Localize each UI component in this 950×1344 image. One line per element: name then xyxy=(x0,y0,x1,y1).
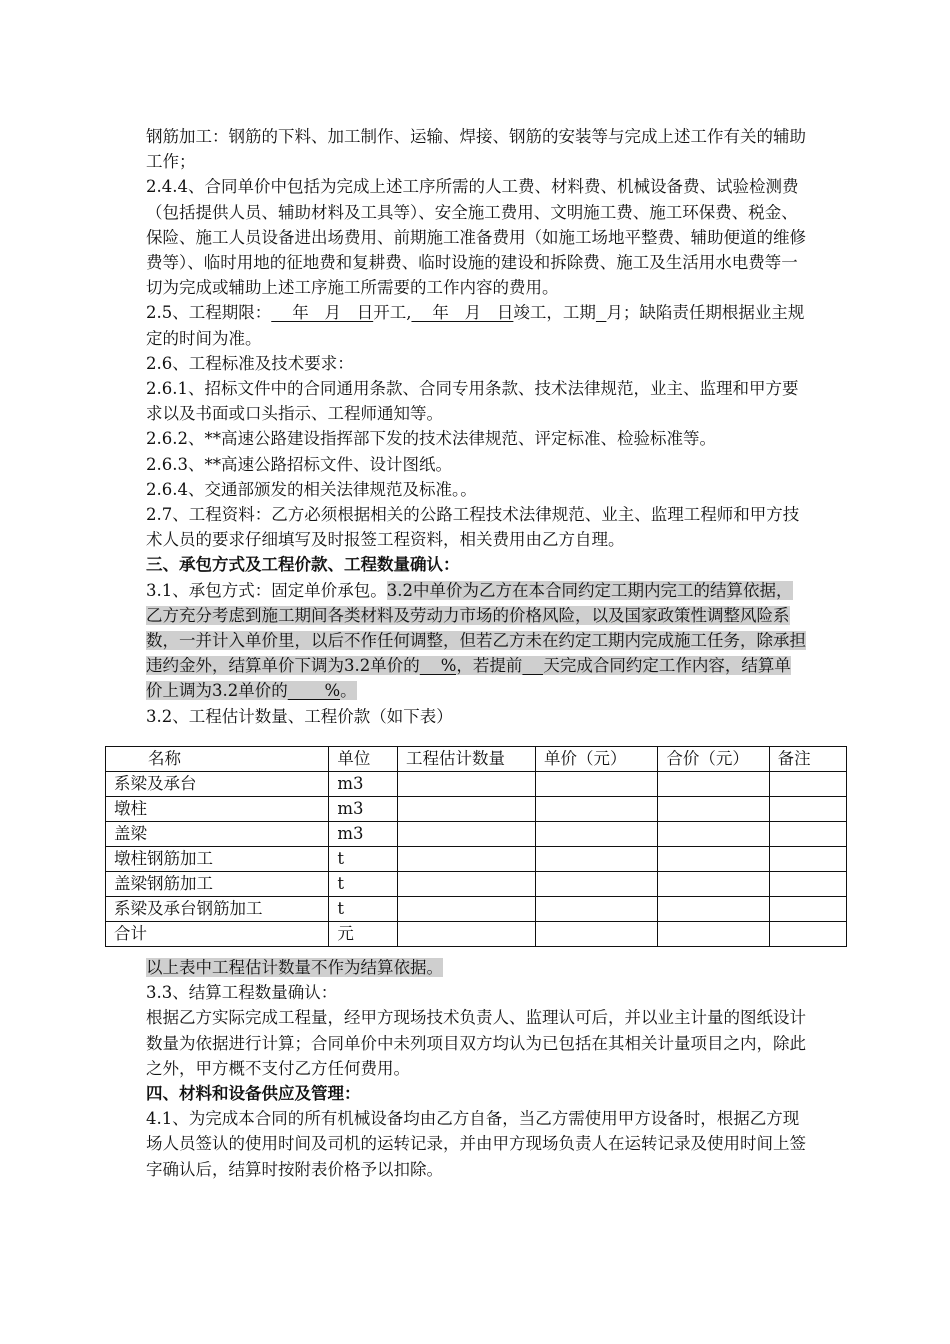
row-quantity-cell xyxy=(397,897,535,922)
section-3-title: 三、承包方式及工程价款、工程数量确认： xyxy=(146,555,460,575)
paragraph-3-3-body: 根据乙方实际完成工程量，经甲方现场技术负责人、监理认可后，并以业主计量的图纸设计数量为依据进行计算；合同单价中未列项目双方均认为已包括在其相关计量项目之内，除此之外，甲方概不支付乙方任何费用。 xyxy=(146,1008,806,1078)
row-name: 合计 xyxy=(106,922,329,947)
paragraph-2-6-4: 2.6.4、交通部颁发的相关法律规范及标准。。 xyxy=(146,479,477,499)
quantity-table-wrapper xyxy=(105,746,847,947)
row-quantity-cell xyxy=(397,772,535,797)
paragraph-2-7: 2.7、工程资料：乙方必须根据相关的公路工程技术法律规范、业主、监理工程师和甲方技术人员的要求仔细填写及时报签工程资料，相关费用由乙方自理。 xyxy=(146,505,800,550)
paragraph-2-4-4: 2.4.4、合同单价中包括为完成上述工序所需的人工费、材料费、机械设备费、试验检测费（包括提供人员、辅助材料及工具等）、安全施工费用、文明施工费、施工环保费、税金、保险、施工人员设备进出场费用、前期施工准备费用（如施工场地平整费、辅助便道的维修费等）、临时用地的征地费和复耕费、临时设施的建设和拆除费、施工及生活用水电费等一切为完成或辅助上述工序施工所需要的工作内容的费用。 xyxy=(146,177,806,298)
paragraph-2-6-1: 2.6.1、招标文件中的合同通用条款、合同专用条款、技术法律规范，业主、监理和甲方要求以及书面或口头指示、工程师通知等。 xyxy=(146,379,799,424)
row-unit-price-cell xyxy=(535,897,657,922)
row-quantity-cell xyxy=(397,872,535,897)
row-remarks-cell xyxy=(769,847,846,872)
row-remarks-cell xyxy=(769,772,846,797)
row-unit: 元 xyxy=(329,922,398,947)
header-name: 名称 xyxy=(106,747,329,772)
header-total-price: 合价（元） xyxy=(658,747,769,772)
start-suffix: 开工, xyxy=(373,303,412,323)
period-prefix: 2.5、工程期限： xyxy=(146,303,272,323)
paragraph-3-2: 3.2、工程估计数量、工程价款（如下表） xyxy=(146,706,453,726)
row-remarks-cell xyxy=(769,897,846,922)
section-4-title: 四、材料和设备供应及管理： xyxy=(146,1084,361,1104)
row-quantity-cell xyxy=(397,847,535,872)
p31-prefix: 3.1、承包方式：固定单价承包。 xyxy=(146,580,387,600)
row-unit: m3 xyxy=(329,772,398,797)
row-unit: t xyxy=(329,847,398,872)
table-total-row xyxy=(106,922,847,947)
paragraph-3-1 xyxy=(146,578,806,704)
start-date-blank: 年 月 日 xyxy=(271,303,374,323)
row-total-cell xyxy=(658,872,769,897)
row-quantity-cell xyxy=(397,797,535,822)
table-row xyxy=(106,847,847,872)
end-suffix: 竣工，工期 xyxy=(513,303,596,323)
paragraph-3-3-title: 3.3、结算工程数量确认： xyxy=(146,983,338,1003)
p31-highlight-3: 天完成合同约定工作内容，结算单价上调为3.2单价的 xyxy=(146,656,791,701)
paragraph-2-6-2: 2.6.2、**高速公路建设指挥部下发的技术法律规范、评定标准、检验标准等。 xyxy=(146,429,716,449)
row-unit: t xyxy=(329,897,398,922)
row-name: 墩柱钢筋加工 xyxy=(106,847,329,872)
table-header-row xyxy=(106,747,847,772)
table-row xyxy=(106,797,847,822)
p31-blank-2 xyxy=(522,656,543,675)
header-remarks: 备注 xyxy=(769,747,846,772)
table-row xyxy=(106,872,847,897)
document-body-top xyxy=(146,124,806,729)
row-total-cell xyxy=(658,797,769,822)
row-name: 盖梁 xyxy=(106,822,329,847)
table-row xyxy=(106,822,847,847)
period-tail: 月；缺陷责任期根据业主规定的时间为准。 xyxy=(146,303,805,348)
p31-blank-1: % xyxy=(419,656,457,676)
p31-highlight-4: 。 xyxy=(340,681,357,701)
table-row xyxy=(106,772,847,797)
paragraph-2-5-period xyxy=(146,300,806,350)
table-note xyxy=(146,955,806,980)
paragraph-4-1: 4.1、为完成本合同的所有机械设备均由乙方自备，当乙方需使用甲方设备时，根据乙方现场人员签认的使用时间及司机的运转记录，并由甲方现场负责人在运转记录及使用时间上签字确认后，结算时按附表价格予以扣除。 xyxy=(146,1109,806,1179)
row-unit-price-cell xyxy=(535,872,657,897)
row-name: 系梁及承台钢筋加工 xyxy=(106,897,329,922)
row-total-cell xyxy=(658,847,769,872)
duration-blank xyxy=(596,303,607,322)
row-total-cell xyxy=(658,772,769,797)
row-total-cell xyxy=(658,897,769,922)
row-unit: t xyxy=(329,872,398,897)
p31-blank-3: % xyxy=(287,681,341,701)
row-total-cell xyxy=(658,822,769,847)
row-unit-price-cell xyxy=(535,822,657,847)
row-unit-price-cell xyxy=(535,797,657,822)
table-note-text: 以上表中工程估计数量不作为结算依据。 xyxy=(146,958,443,977)
row-remarks-cell xyxy=(769,797,846,822)
row-quantity-cell xyxy=(397,922,535,947)
p31-highlight-1: 3.2中单价为乙方在本合同约定工期内完工的结算依据，乙方充分考虑到施工期间各类材料及劳动力市场的价格风险，以及国家政策性调整风险系数，一并计入单价里，以后不作任何调整，但若乙方未在约定工期内完成施工任务，除承担违约金外，结算单价下调为3.2单价的 xyxy=(146,580,806,676)
row-name: 系梁及承台 xyxy=(106,772,329,797)
p31-highlight-2: ，若提前 xyxy=(456,656,523,676)
document-body-bottom xyxy=(146,955,806,1182)
row-unit-price-cell xyxy=(535,772,657,797)
row-unit-price-cell xyxy=(535,922,657,947)
quantity-price-table xyxy=(105,746,847,947)
row-remarks-cell xyxy=(769,872,846,897)
row-name: 盖梁钢筋加工 xyxy=(106,872,329,897)
paragraph-rebar-processing: 钢筋加工：钢筋的下料、加工制作、运输、焊接、钢筋的安装等与完成上述工作有关的辅助工作； xyxy=(146,127,806,172)
row-unit: m3 xyxy=(329,822,398,847)
table-row xyxy=(106,897,847,922)
row-remarks-cell xyxy=(769,922,846,947)
paragraph-2-6-3: 2.6.3、**高速公路招标文件、设计图纸。 xyxy=(146,454,452,474)
row-name: 墩柱 xyxy=(106,797,329,822)
paragraph-2-6: 2.6、工程标准及技术要求： xyxy=(146,353,354,373)
header-unit: 单位 xyxy=(329,747,398,772)
row-total-cell xyxy=(658,922,769,947)
row-unit-price-cell xyxy=(535,847,657,872)
header-unit-price: 单价（元） xyxy=(535,747,657,772)
end-date-blank: 年 月 日 xyxy=(411,303,514,323)
row-remarks-cell xyxy=(769,822,846,847)
row-quantity-cell xyxy=(397,822,535,847)
header-estimated-quantity: 工程估计数量 xyxy=(397,747,535,772)
row-unit: m3 xyxy=(329,797,398,822)
